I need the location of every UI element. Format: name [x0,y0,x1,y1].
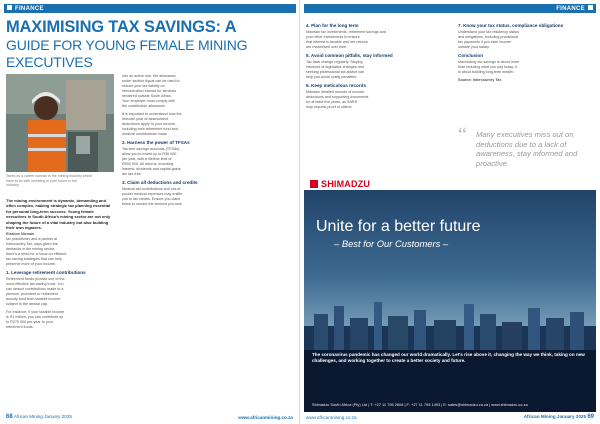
subheading-6: 6. Keep meticulous records [306,83,366,88]
advertisement[interactable] [304,176,596,412]
footer-right: African Mining January 2025 69 [523,414,594,420]
ad-body-text: The coronavirus pandemic has changed our world dramatically. Let's rise above it, changing the way we think, taking on new challenges, and working together to create a better society and future. [312,352,585,363]
subheading-4: 4. Plan for the long term [306,23,359,28]
article-photo [6,74,114,172]
ad-contact-line[interactable]: Shimadzu South Africa (Pty) Ltd | T: +27 11 795 2608 | F: +27 11 795 1493 | E: sales@shimadzu.co.za | www.shimadzu.co.za [312,402,528,407]
section-bar [304,4,596,13]
photo-caption: Taxes as a career woman in the mining industry which have to do with investing in your future in the industry. [6,174,93,188]
ad-subheadline: – Best for Our Customers – [334,238,449,249]
byline: Elzahne Nieman [6,232,35,236]
pull-quote: “ Many executives miss out on deductions due to a lack of awareness, stay informed and proactive. [458,124,578,168]
source-line: Source: Intercountry Tax [458,78,502,82]
subheading-2: 2. Harness the power of TFSAs [122,140,190,145]
quote-mark-icon: “ [458,124,467,146]
subheading-3: 3. Claim all deductions and credits [122,180,198,185]
city-skyline-graphic [304,296,596,356]
left-column-1: Elzahne Nieman tax practitioner and a partner at Intercountry Tax, says given the demands in the mining sector, there's a need for a focus on efficient tax-saving strategies that can help preserve more of your income. 1. Leverage retirement contributions Retirement funds provide one of the most effective tax-saving tools. You can deduct contributions made to a pension, provident or retirement annuity fund from taxable income, subject to the annual cap. For instance, if your taxable income is R1 million, you can contribute up to R275 000 per year to your retirement funds. [6,232,114,333]
headline-line-2: GUIDE FOR YOUNG FEMALE MINING [6,37,248,53]
headline-line-1: MAXIMISING TAX SAVINGS: A [6,18,237,36]
section-label: FINANCE [556,5,593,12]
subheading-7: 7. Know your tax status, compliance obligations [458,23,564,28]
left-column-2: Into an active role, the allowance under section 6quat can be used to reduce your tax liability on remuneration earned for services rendered outside South Africa. Your employer must comply with the contribution allowance. It is important to understand how the relevant year of assessment deductions apply to your income, including both retirement fund and medical contributions made. 2. Harness the power of TFSAs Tax-free savings accounts (TFSAs) allow you to invest up to R36 000 per year, with a lifetime limit of R500 000. All returns, including interest, dividends and capital gains, are tax-free. 3. Claim all deductions and credits Medical aid contributions and out-of- pocket medical expenses may entitle you to tax credits. Ensure you claim these to reduce the amount you owe. [122,74,240,210]
headline-line-3: EXECUTIVES [6,54,93,70]
subheading-conclusion: Conclusion [458,53,484,58]
section-bar [4,4,296,13]
article-headline [6,18,296,71]
shimadzu-logo: SHIMADZU [310,179,370,189]
intro-paragraph: The mining environment is dynamic, demanding and often complex, making strategic tax planning essential for personal long-term success. Young female executives in South Africa's mining sector are not only shaping the future of a vital industry but also building their own legacies. [6,198,111,231]
footer-url[interactable]: www.africanmining.co.za [306,415,357,420]
subheading-5: 5. Avoid common pitfalls, stay informed [306,53,393,58]
section-label: FINANCE [7,5,44,12]
right-column-1: 4. Plan for the long term Maintain tax investments, retirement savings and your other investments to ensure that interest is taxable and net returns are maximised over time. 5. Avoid common pitfalls, stay informed Tax laws change regularly. Staying informed of legislative changes and seeking professional tax advice can help you avoid costly penalties. 6. Keep meticulous records Maintain detailed records of income, deductions and supporting documents for at least five years, as SARS may request proof of claims. [306,20,446,113]
ad-headline: Unite for a better future [316,218,481,235]
right-page [300,0,600,424]
right-column-2: 7. Know your tax status, compliance obligations Understand your tax residency status and obligations, including provisional tax payments if you earn income outside your salary. Conclusion Maximising tax savings is about more than reducing what you pay today; it is about building long-term wealth. Source: Intercountry Tax [458,20,594,86]
subheading-1: 1. Leverage retirement contributions [6,270,86,275]
footer-url[interactable]: www.africanmining.co.za [238,415,293,420]
footer-left: 68 African Mining January 2025 [6,414,72,420]
